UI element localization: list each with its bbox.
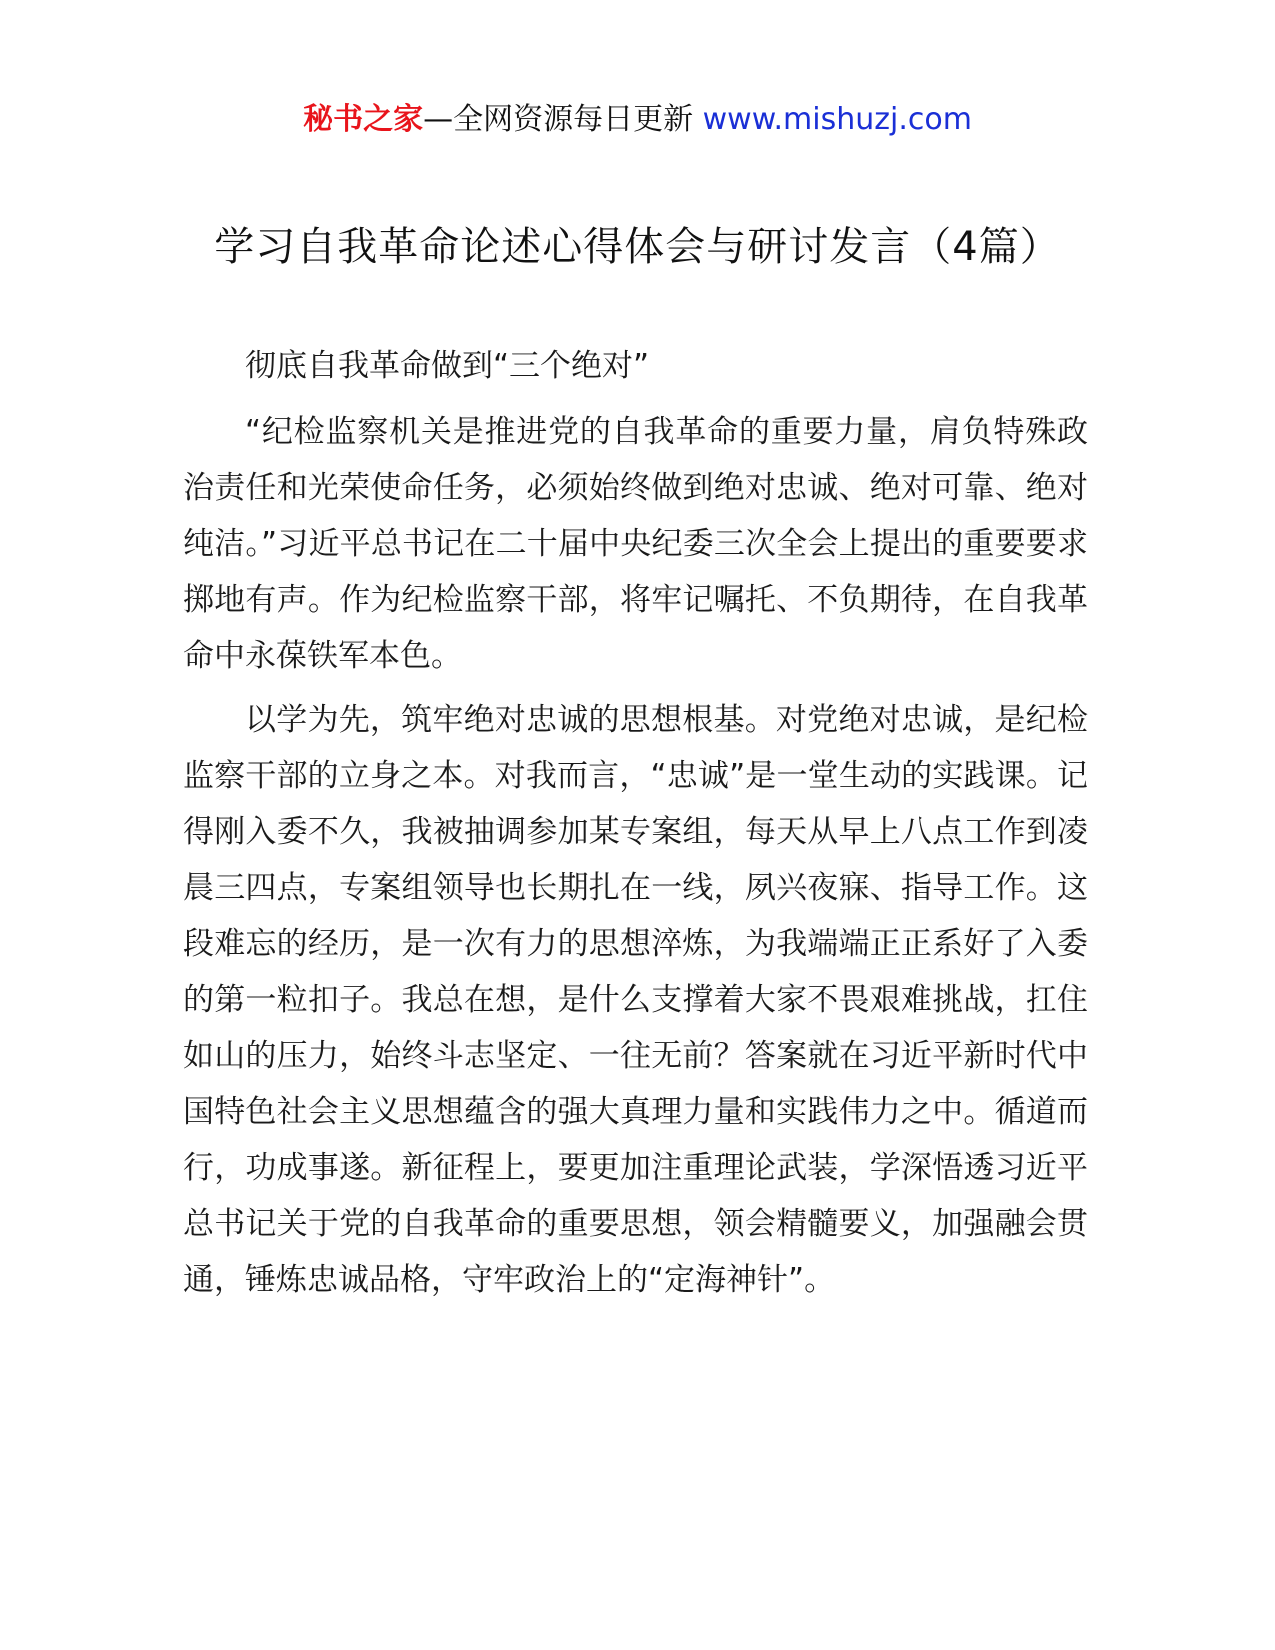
body-paragraph-1: “纪检监察机关是推进党的自我革命的重要力量，肩负特殊政治责任和光荣使命任务，必须始终做到绝对忠诚、绝对可靠、绝对纯洁。”习近平总书记在二十届中央纪委三次全会上提出的重要要求掷地有声。作为纪检监察干部，将牢记嘱托、不负期待，在自我革命中永葆铁军本色。 <box>183 414 1088 674</box>
brand-name: 秘书之家 <box>303 102 424 137</box>
banner-tagline: —全网资源每日更新 <box>423 102 703 137</box>
document-title: 学习自我革命论述心得体会与研讨发言（4篇） <box>214 224 1061 270</box>
section-heading: 彻底自我革命做到“三个绝对” <box>245 348 650 384</box>
document-body <box>183 338 1088 1316</box>
site-url-link[interactable]: www.mishuzj.com <box>702 102 972 137</box>
site-banner <box>0 100 1275 140</box>
body-paragraph-2: 以学为先，筑牢绝对忠诚的思想根基。对党绝对忠诚，是纪检监察干部的立身之本。对我而言，“忠诚”是一堂生动的实践课。记得刚入委不久，我被抽调参加某专案组，每天从早上八点工作到凌晨三四点，专案组领导也长期扎在一线，夙兴夜寐、指导工作。这段难忘的经历，是一次有力的思想淬炼，为我端端正正系好了入委的第一粒扣子。我总在想，是什么支撑着大家不畏艰难挑战，扛住如山的压力，始终斗志坚定、一往无前？答案就在习近平新时代中国特色社会主义思想蕴含的强大真理力量和实践伟力之中。循道而行，功成事遂。新征程上，要更加注重理论武装，学深悟透习近平总书记关于党的自我革命的重要思想，领会精髓要义，加强融会贯通，锤炼忠诚品格，守牢政治上的“定海神针”。 <box>183 702 1088 1298</box>
